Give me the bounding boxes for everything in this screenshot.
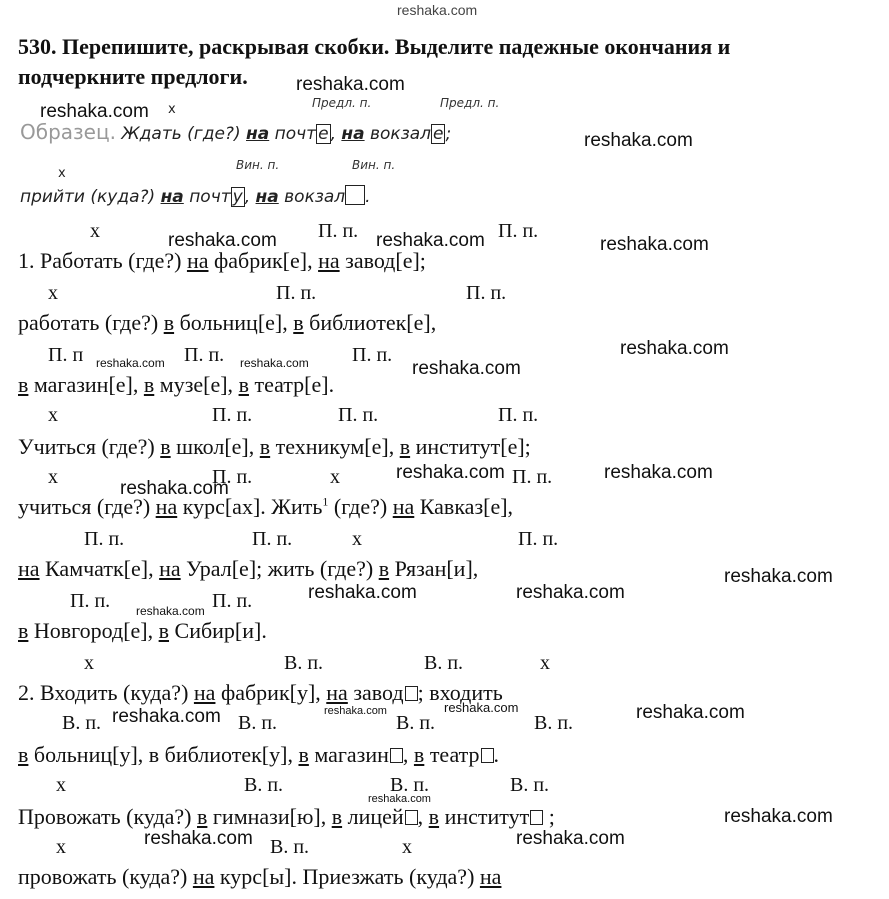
watermark: reshaka.com <box>376 230 485 251</box>
empty-ending-box <box>481 748 494 763</box>
text-line-6: на Камчатк[е], на Урал[е]; жить (где?) в Рязан[и], <box>18 556 479 581</box>
case-label: П. п. <box>184 344 225 366</box>
watermark-top: reshaka.com <box>397 2 478 18</box>
case-label: П. п. <box>466 282 507 304</box>
watermark: reshaka.com <box>516 582 625 603</box>
watermark: reshaka.com <box>144 828 253 849</box>
empty-ending-box <box>390 748 403 763</box>
text-line-4: Учиться (где?) в школ[е], в техникум[е], в институт[е]; <box>18 434 531 459</box>
exercise-heading-line2: подчеркните предлоги. <box>18 64 248 89</box>
watermark: reshaka.com <box>584 130 693 151</box>
text-line-8: 2. Входить (куда?) на фабрик[у], на завод ; входить <box>18 680 503 705</box>
case-label: П. п. <box>512 466 553 488</box>
no-preposition-mark: x <box>48 466 58 488</box>
case-label: П. п. <box>276 282 317 304</box>
case-label: П. п. <box>318 220 359 242</box>
case-label: В. п. <box>510 774 550 796</box>
text-line-3: в магазин[е], в музе[е], в театр[е]. <box>18 372 335 397</box>
empty-ending-box <box>405 686 418 701</box>
empty-ending-box <box>530 810 543 825</box>
watermark: reshaka.com <box>112 706 221 727</box>
watermark: reshaka.com <box>324 705 387 717</box>
case-label: П. п <box>48 344 84 366</box>
watermark: reshaka.com <box>412 358 521 379</box>
text-line-9: в больниц[у], в библиотек[у], в магазин , в театр . <box>18 742 500 767</box>
no-preposition-mark: x <box>56 836 66 858</box>
watermark: reshaka.com <box>96 356 165 370</box>
sample-label: Образец. <box>20 120 116 144</box>
no-preposition-mark: x <box>402 836 412 858</box>
case-label: П. п. <box>252 528 293 550</box>
sample-row-1: Образец. Ждать (где?) на почт е , на вокзал е ; <box>20 120 452 144</box>
case-label: П. п. <box>352 344 393 366</box>
watermark: reshaka.com <box>296 74 405 95</box>
watermark: reshaka.com <box>120 478 229 499</box>
watermark: reshaka.com <box>600 234 709 255</box>
watermark: reshaka.com <box>724 566 833 587</box>
ending-box: е <box>318 124 329 144</box>
case-label: В. п. <box>270 836 310 858</box>
watermark: reshaka.com <box>396 462 505 483</box>
text-line-5: учиться (где?) на курс[ах]. Жить$^1$ (где?) на Кавказ[е], <box>18 494 514 519</box>
case-label: В. п. <box>62 712 102 734</box>
sample-case-label: Вин. п. <box>352 158 396 172</box>
no-preposition-mark: x <box>84 652 94 674</box>
no-preposition-mark: x <box>352 528 362 550</box>
watermark: reshaka.com <box>136 604 205 618</box>
empty-ending-box <box>345 185 365 205</box>
watermark: reshaka.com <box>40 101 149 122</box>
no-preposition-mark: x <box>48 282 58 304</box>
sample-case-label: Вин. п. <box>236 158 280 172</box>
text-line-2: работать (где?) в больниц[е], в библиотек[е], <box>18 310 437 335</box>
case-label: П. п. <box>498 220 539 242</box>
watermark: reshaka.com <box>168 230 277 251</box>
case-label: П. п. <box>70 590 111 612</box>
case-label: В. п. <box>390 774 430 796</box>
watermark: reshaka.com <box>516 828 625 849</box>
ending-box: е <box>433 124 444 144</box>
exercise-heading-line1: 530. Перепишите, раскрывая скобки. Выделите падежные окончания и <box>18 34 731 59</box>
sample-mark: x <box>58 166 66 181</box>
empty-ending-box <box>405 810 418 825</box>
no-preposition-mark: x <box>90 220 100 242</box>
watermark: reshaka.com <box>308 582 417 603</box>
text-line-10: Провожать (куда?) в гимнази[ю], в лицей , в институт ; <box>18 804 555 829</box>
case-label: В. п. <box>244 774 284 796</box>
case-label: В. п. <box>238 712 278 734</box>
case-label: П. п. <box>518 528 559 550</box>
no-preposition-mark: x <box>48 404 58 426</box>
case-label: П. п. <box>212 590 253 612</box>
case-label: П. п. <box>212 466 253 488</box>
watermark: reshaka.com <box>444 700 519 715</box>
case-label: П. п. <box>498 404 539 426</box>
no-preposition-mark: x <box>330 466 340 488</box>
sample-case-label: Предл. п. <box>440 96 500 110</box>
watermark: reshaka.com <box>620 338 729 359</box>
case-label: П. п. <box>338 404 379 426</box>
watermark: reshaka.com <box>636 702 745 723</box>
sample-row-2: прийти (куда?) на почт у , на вокзал . <box>20 187 371 207</box>
case-label: В. п. <box>534 712 574 734</box>
case-label: В. п. <box>284 652 324 674</box>
watermark: reshaka.com <box>724 806 833 827</box>
no-preposition-mark: x <box>56 774 66 796</box>
no-preposition-mark: x <box>540 652 550 674</box>
text-line-1: 1. Работать (где?) на фабрик[е], на завод[е]; <box>18 248 426 273</box>
watermark: reshaka.com <box>240 356 309 370</box>
sample-mark: x <box>168 102 176 117</box>
text-line-11: провожать (куда?) на курс[ы]. Приезжать (куда?) на <box>18 864 502 889</box>
sample-case-label: Предл. п. <box>312 96 372 110</box>
case-label: П. п. <box>212 404 253 426</box>
case-label: П. п. <box>84 528 125 550</box>
case-label: В. п. <box>424 652 464 674</box>
ending-box: у <box>232 187 243 207</box>
text-line-7: в Новгород[е], в Сибир[и]. <box>18 618 267 643</box>
case-label: В. п. <box>396 712 436 734</box>
watermark: reshaka.com <box>604 462 713 483</box>
watermark: reshaka.com <box>368 793 431 805</box>
